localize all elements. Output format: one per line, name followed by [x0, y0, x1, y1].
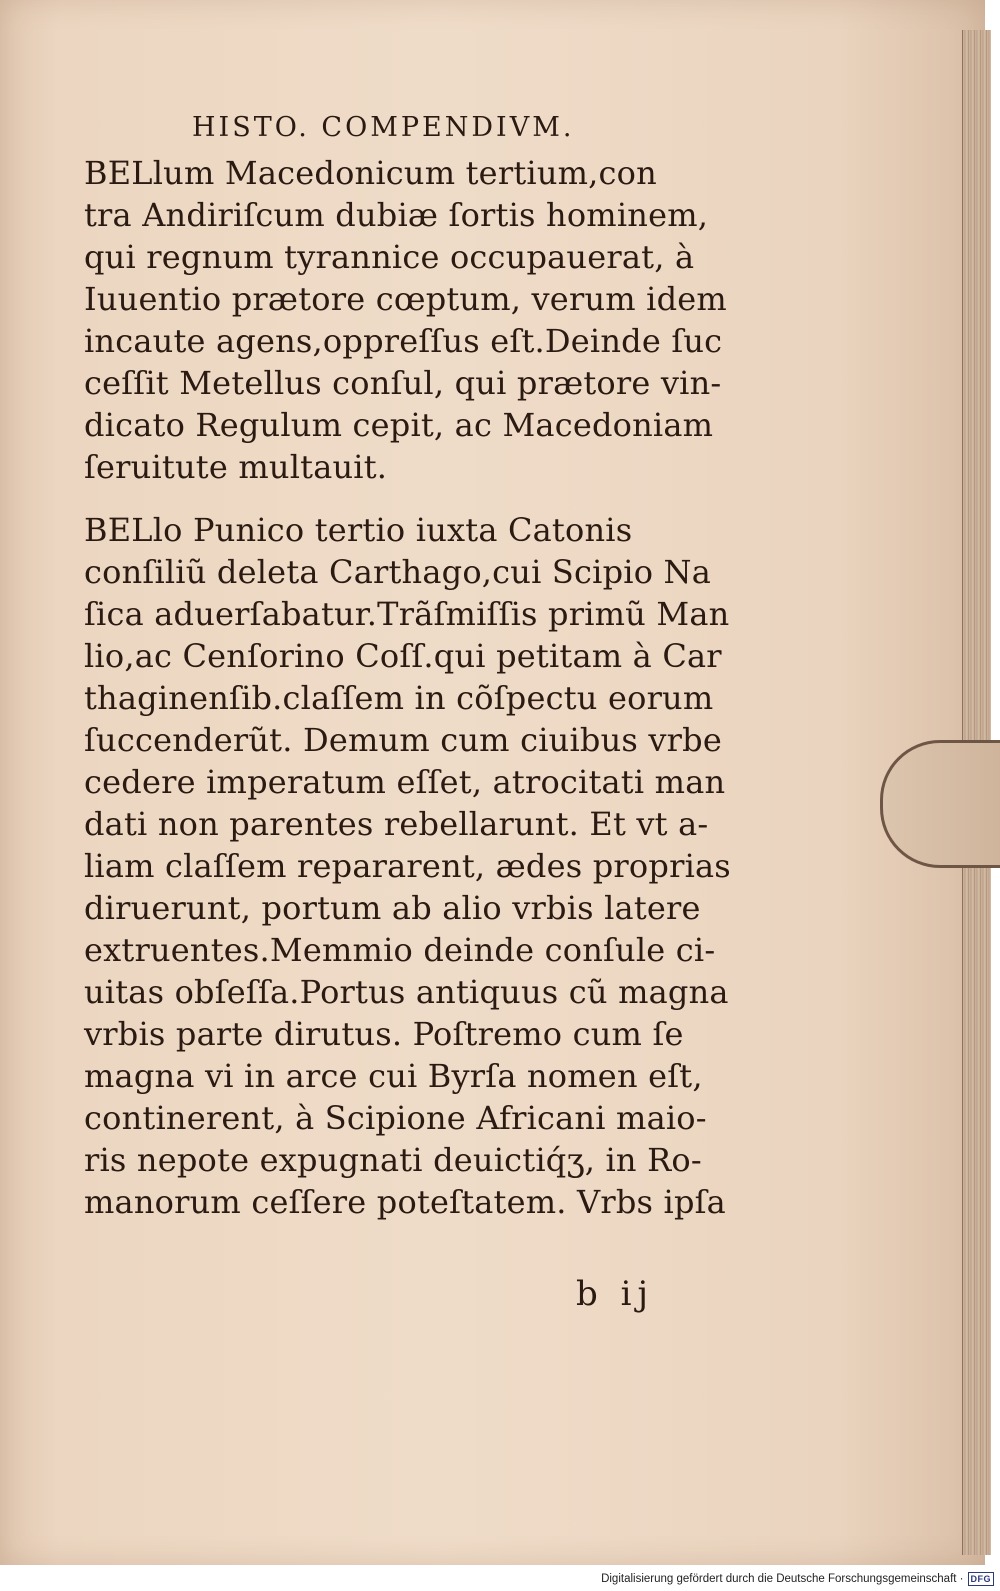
text-line: lio,ac Cenſorino Coſſ.qui petitam à Car — [84, 637, 722, 675]
text-line: ris nepote expugnati deuictiq́ʒ, in Ro- — [84, 1141, 702, 1179]
text-line: tra Andiriſcum dubiæ ſortis hominem, — [84, 196, 709, 234]
text-line: vrbis parte dirutus. Poſtremo cum ſe — [84, 1015, 684, 1053]
text-line: Iuuentio prætore cœptum, verum idem — [84, 280, 727, 318]
footer-credit: Digitalisierung gefördert durch die Deutsche Forschungsgemeinschaft · — [601, 1573, 964, 1585]
text-line: ſuccenderũt. Demum cum ciuibus vrbe — [84, 721, 722, 759]
book-clasp — [880, 740, 1000, 868]
text-line: ſica aduerſabatur.Trãſmiſſis primũ Man — [84, 595, 730, 633]
digitization-footer — [601, 1569, 994, 1589]
paragraph-2 — [84, 509, 744, 1223]
running-head: HISTO. COMPENDIVM. — [192, 112, 575, 143]
text-line: liam claſſem repararent, ædes proprias — [84, 847, 731, 885]
text-line: qui regnum tyrannice occupauerat, à — [84, 238, 695, 276]
text-line: thaginenſib.claſſem in cõſpectu eorum — [84, 679, 714, 717]
text-line: magna vi in arce cui Byrſa nomen eſt, — [84, 1057, 703, 1095]
text-line: manorum ceſſere poteſtatem. Vrbs ipſa — [84, 1183, 726, 1221]
text-line: cedere imperatum eſſet, atrocitati man — [84, 763, 726, 801]
text-line: extruentes.Memmio deinde conſule ci- — [84, 931, 716, 969]
text-line: BELlo Punico tertio iuxta Catonis — [84, 511, 633, 549]
paragraph-1 — [84, 152, 744, 488]
text-line: dicato Regulum cepit, ac Macedoniam — [84, 406, 714, 444]
signature-mark: b ij — [576, 1274, 654, 1314]
text-line: conſiliũ deleta Carthago,cui Scipio Na — [84, 553, 712, 591]
text-line: uitas obſeſſa.Portus antiquus cũ magna — [84, 973, 729, 1011]
dfg-logo-icon: DFG — [968, 1572, 995, 1586]
text-line: ſeruitute multauit. — [84, 448, 388, 486]
text-line: incaute agens,oppreſſus eſt.Deinde ſuc — [84, 322, 723, 360]
text-line: BELlum Macedonicum tertium,con — [84, 154, 657, 192]
text-line: diruerunt, portum ab alio vrbis latere — [84, 889, 701, 927]
text-line: ceſſit Metellus conſul, qui prætore vin- — [84, 364, 722, 402]
text-line: continerent, à Scipione Africani maio- — [84, 1099, 707, 1137]
text-line: dati non parentes rebellarunt. Et vt a- — [84, 805, 709, 843]
